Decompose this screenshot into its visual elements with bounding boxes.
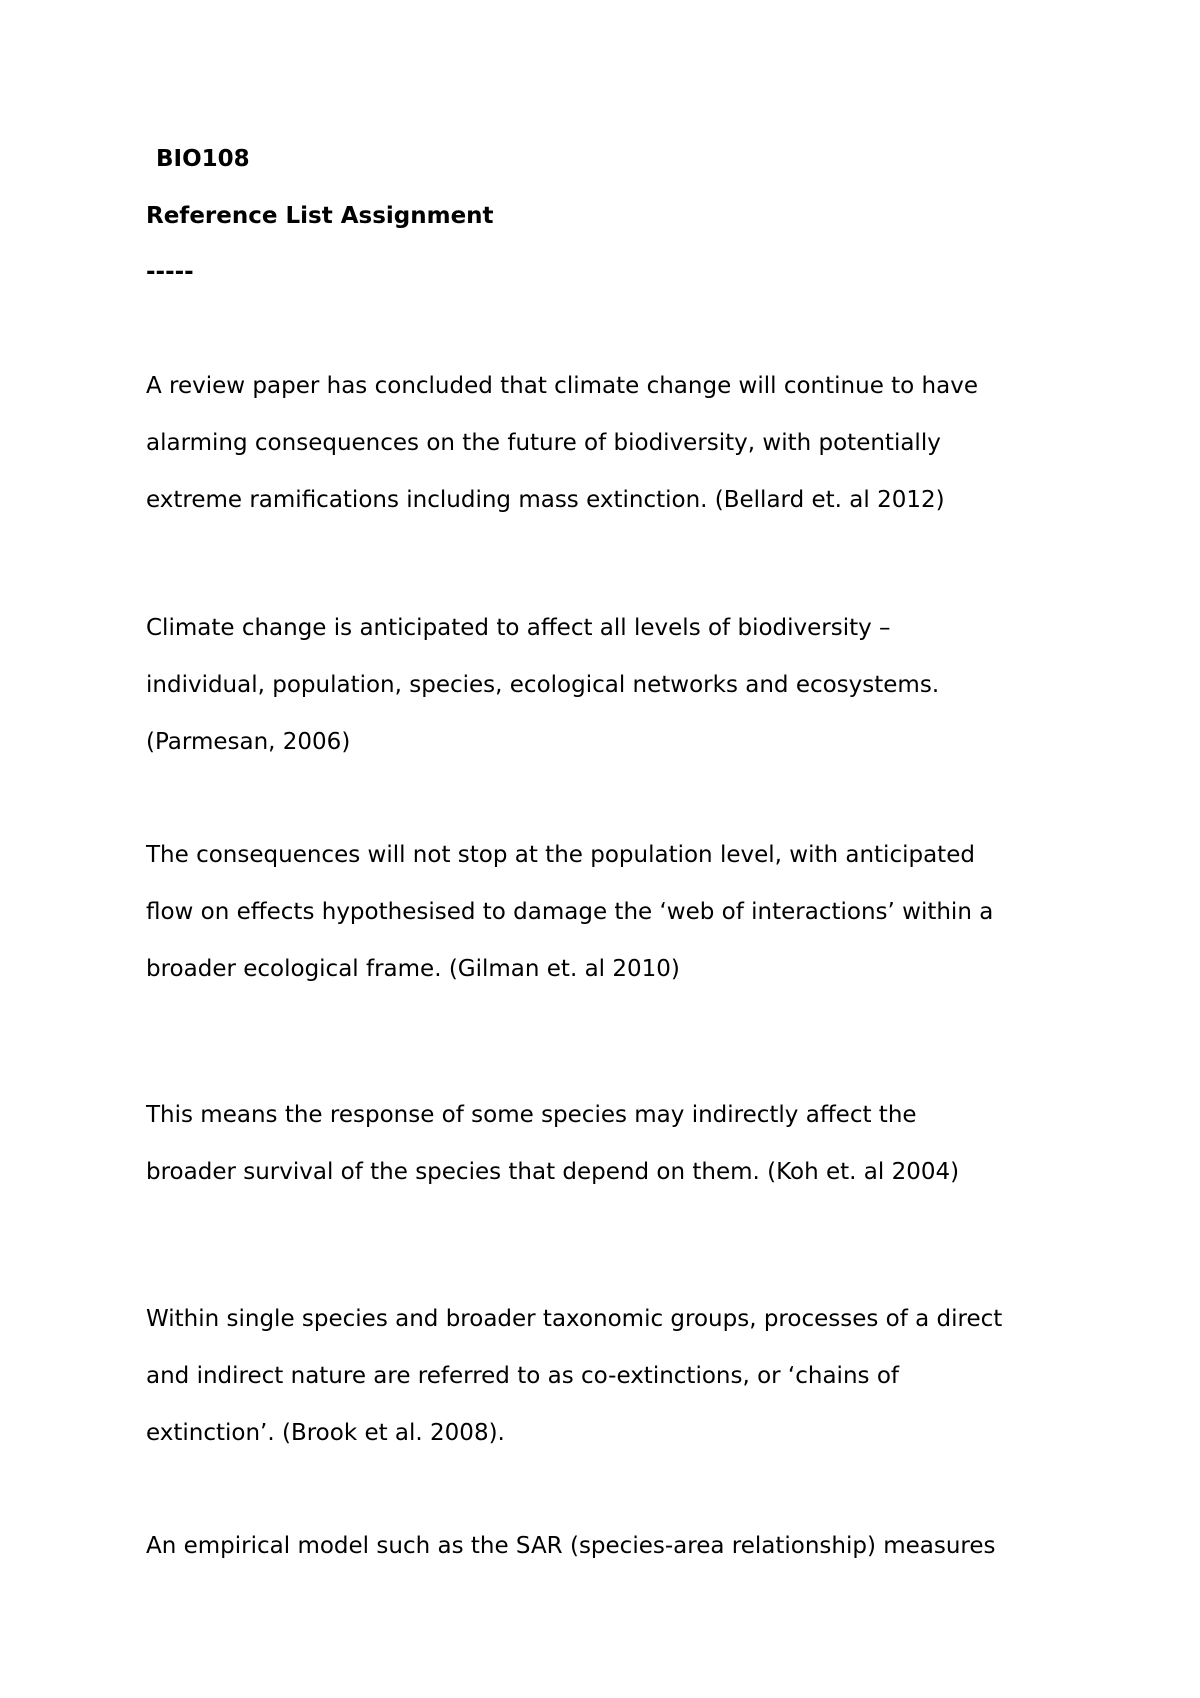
paragraph-line: broader ecological frame. (Gilman et. al 2010) [146,956,680,982]
paragraph-line: alarming consequences on the future of biodiversity, with potentially [146,430,941,456]
separator-dashes: ----- [146,259,194,285]
paragraph-line: This means the response of some species may indirectly affect the [146,1102,917,1128]
paragraph-line: extinction’. (Brook et al. 2008). [146,1420,505,1446]
paragraph-line: Climate change is anticipated to affect all levels of biodiversity – [146,615,891,641]
paragraph-line: individual, population, species, ecological networks and ecosystems. [146,672,940,698]
paragraph-line: flow on effects hypothesised to damage the ‘web of interactions’ within a [146,899,994,925]
paragraph-line: (Parmesan, 2006) [146,729,351,755]
paragraph-line: An empirical model such as the SAR (species-area relationship) measures [146,1533,996,1559]
paragraph-line: The consequences will not stop at the population level, with anticipated [146,842,975,868]
course-code: BIO108 [156,146,250,172]
paragraph-line: extreme ramifications including mass extinction. (Bellard et. al 2012) [146,487,945,513]
document-title: Reference List Assignment [146,203,494,229]
paragraph-line: Within single species and broader taxonomic groups, processes of a direct [146,1306,1003,1332]
paragraph-line: A review paper has concluded that climate change will continue to have [146,373,978,399]
paragraph-line: and indirect nature are referred to as co-extinctions, or ‘chains of [146,1363,899,1389]
paragraph-line: broader survival of the species that depend on them. (Koh et. al 2004) [146,1159,960,1185]
